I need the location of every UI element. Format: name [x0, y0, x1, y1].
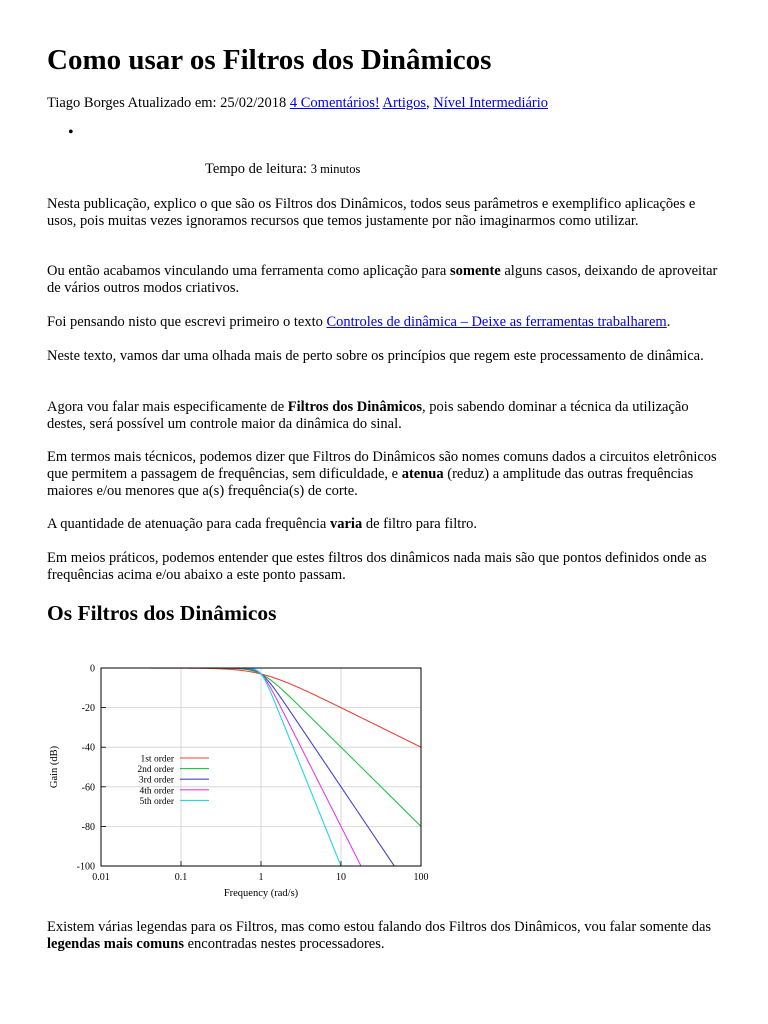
category-link-artigos[interactable]: Artigos [382, 95, 427, 111]
reading-time-value: 3 minutos [310, 162, 361, 176]
y-axis-label: Gain (dB) [49, 745, 60, 789]
article-meta: Tiago Borges Atualizado em: 25/02/2018 4 Comentários! Artigos, Nível Intermediário [47, 95, 549, 111]
filter-response-chart [47, 645, 437, 905]
section-heading: Os Filtros dos Dinâmicos [47, 601, 277, 625]
paragraph-5: Agora vou falar mais especificamente de Filtros dos Dinâmicos, pois sabendo dominar a técnica da utilização destes, será possível um controle maior da dinâmica do sinal. [47, 399, 689, 432]
chart-legend [137, 755, 209, 807]
reading-time-label: Tempo de leitura: [205, 161, 308, 177]
author-updated: Tiago Borges Atualizado em: 25/02/2018 [47, 95, 287, 111]
bold-text: Filtros dos Dinâmicos [287, 399, 423, 415]
paragraph-6: Em termos mais técnicos, podemos dizer que Filtros do Dinâmicos são nomes comuns dados a circuitos eletrônicos que permitem a passagem de frequências, sem dificuldade, e atenua (reduz) a amplitude das outras frequências maiores e/ou menores que a(s) frequência(s) de corte. [47, 449, 717, 499]
reading-time [205, 161, 360, 178]
bold-text: somente [450, 263, 501, 279]
paragraph-2: Ou então acabamos vinculando uma ferramenta como aplicação para somente alguns casos, deixando de aproveitar de vários outros modos criativos. [47, 263, 718, 296]
x-tick-label: 100 [413, 872, 429, 883]
legend-label: 2nd order [137, 765, 174, 776]
paragraph-intro: Nesta publicação, explico o que são os Filtros dos Dinâmicos, todos seus parâmetros e exemplifico aplicações e usos, pois muitas vezes ignoramos recursos que temos justamente por não imaginarmos como utilizar. [47, 196, 696, 229]
list-bullet: • [68, 124, 74, 141]
article-title: Como usar os Filtros dos Dinâmicos [47, 44, 492, 76]
comments-link[interactable]: 4 Comentários! [289, 95, 380, 111]
paragraph-9: Existem várias legendas para os Filtros, mas como estou falando dos Filtros dos Dinâmicos, vou falar somente das legendas mais comuns encontradas nestes processadores. [47, 919, 712, 952]
y-tick-label: -20 [81, 703, 95, 715]
related-article-link[interactable]: Controles de dinâmica – Deixe as ferramentas trabalharem [326, 314, 667, 330]
x-tick-label: 0.1 [174, 872, 188, 883]
y-tick-label: -80 [81, 821, 95, 833]
legend-label: 5th order [139, 796, 174, 807]
paragraph-7: A quantidade de atenuação para cada frequência varia de filtro para filtro. [47, 516, 477, 532]
legend-label: 3rd order [138, 775, 174, 786]
y-tick-label: -40 [81, 742, 95, 754]
category-link-nivel[interactable]: Nível Intermediário [433, 95, 549, 111]
paragraph-4: Neste texto, vamos dar uma olhada mais de perto sobre os princípios que regem este processamento de dinâmica. [47, 348, 704, 364]
bold-text: atenua [401, 466, 444, 482]
y-tick-label: 0 [90, 663, 95, 675]
x-tick-label: 0.01 [92, 872, 110, 883]
paragraph-3: Foi pensando nisto que escrevi primeiro o texto Controles de dinâmica – Deixe as ferramentas trabalharem. [47, 314, 671, 330]
y-tick-label: -100 [76, 861, 95, 873]
x-axis-label: Frequency (rad/s) [223, 888, 299, 899]
y-tick-label: -60 [81, 782, 95, 794]
x-tick-label: 10 [336, 872, 346, 883]
chart-ticks [77, 664, 429, 884]
x-tick-label: 1 [258, 872, 264, 883]
paragraph-8: Em meios práticos, podemos entender que estes filtros dos dinâmicos nada mais são que pontos definidos onde as frequências acima e/ou abaixo a este ponto passam. [47, 550, 707, 583]
legend-label: 1st order [140, 754, 174, 765]
bold-text: varia [330, 516, 363, 532]
bold-text: legendas mais comuns [47, 936, 184, 952]
legend-label: 4th order [139, 786, 174, 797]
